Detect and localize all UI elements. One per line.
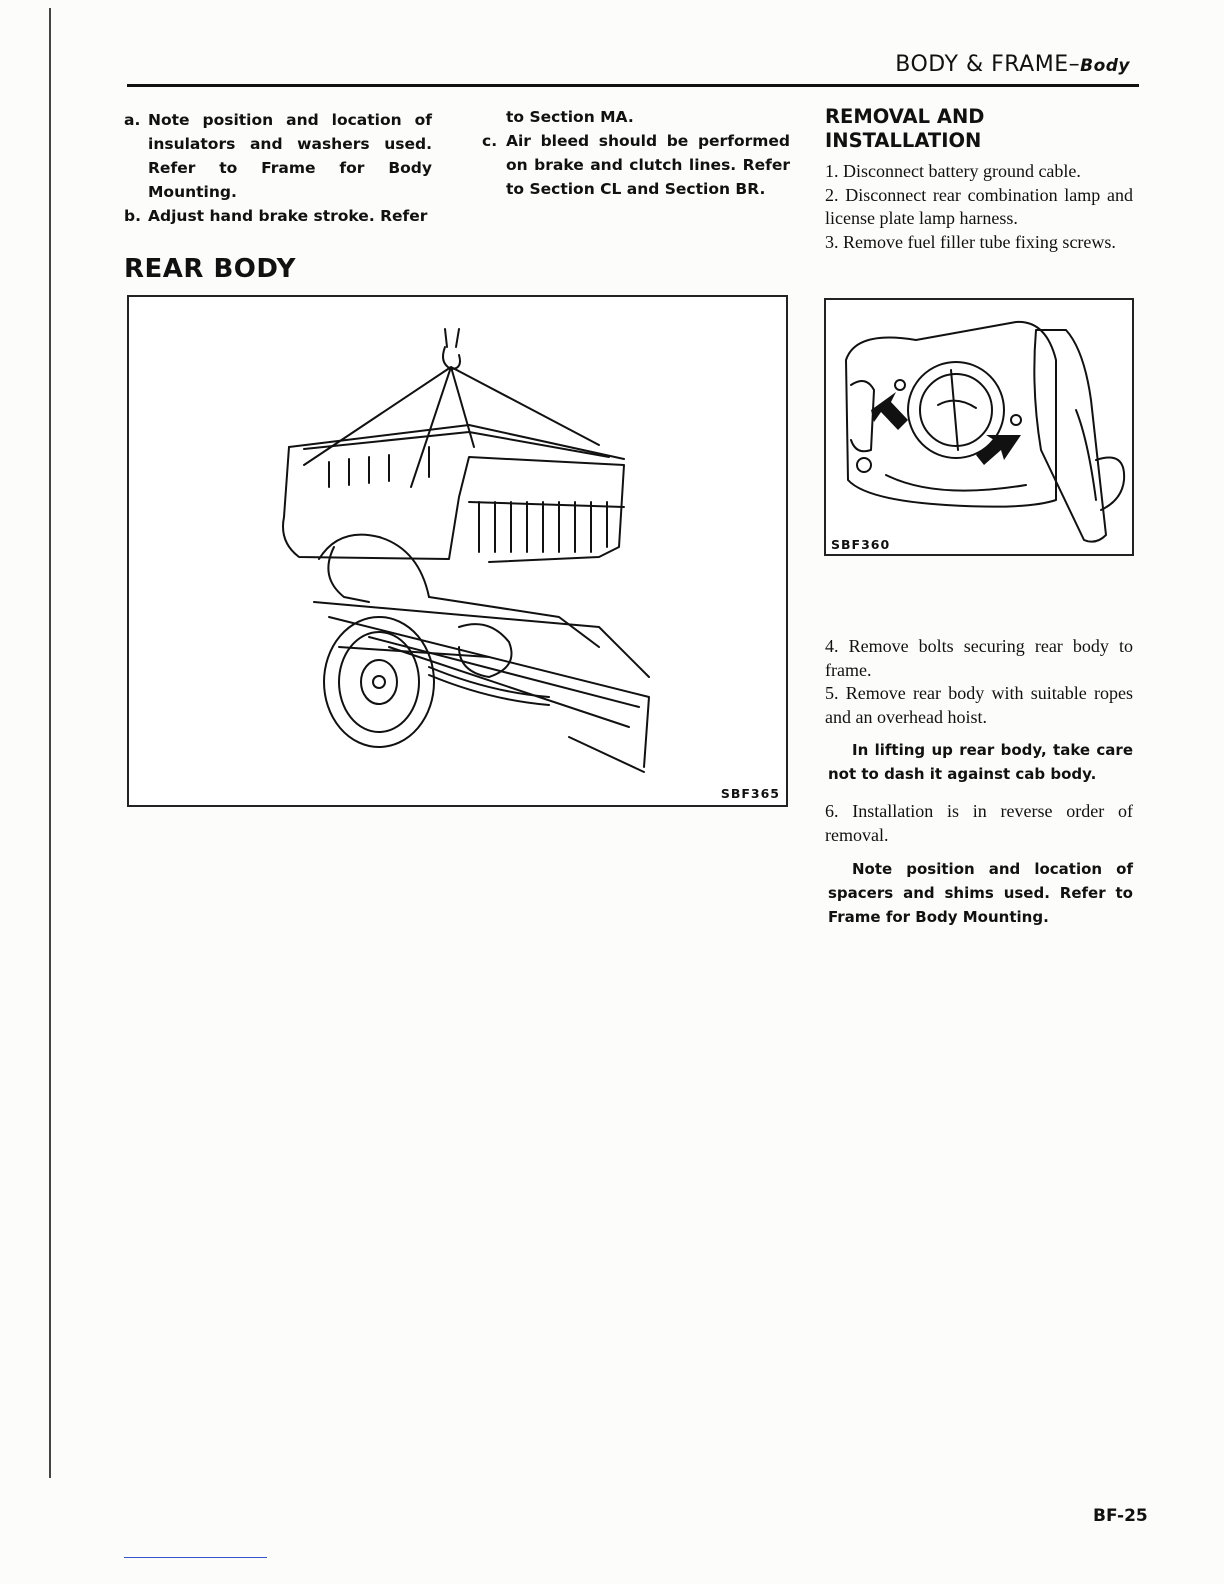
caution-note: In lifting up rear body, take care not to dash it against cab body. bbox=[828, 741, 1133, 783]
step-5: 5. Remove rear body with suitable ropes and an overhead hoist. bbox=[825, 683, 1133, 727]
steps-4-5 bbox=[825, 635, 1133, 729]
note-continuation bbox=[482, 105, 790, 129]
figure-fuel-filler bbox=[824, 298, 1134, 556]
final-note: Note position and location of spacers and shims used. Refer to Frame for Body Mounting. bbox=[828, 860, 1133, 926]
removal-installation-heading: REMOVAL AND INSTALLATION bbox=[825, 105, 985, 152]
figure-rear-body bbox=[127, 295, 788, 807]
note-item-c bbox=[482, 129, 790, 201]
binding-edge-line bbox=[49, 8, 51, 1478]
note-marker: a. bbox=[124, 111, 141, 129]
note-item-b bbox=[124, 204, 432, 228]
header-subtitle: Body bbox=[1080, 56, 1130, 76]
note-text: to Section MA. bbox=[506, 108, 634, 126]
step-2: 2. Disconnect rear combination lamp and license plate lamp harness. bbox=[825, 184, 1133, 228]
step-4: 4. Remove bolts securing rear body to frame. bbox=[825, 636, 1133, 680]
note-text: Air bleed should be performed on brake and clutch lines. Refer to Section CL and Section BR. bbox=[506, 132, 790, 198]
figure-label: SBF365 bbox=[720, 786, 780, 801]
footer-line bbox=[124, 1557, 267, 1558]
figure-label: SBF360 bbox=[831, 537, 891, 552]
note-text: Adjust hand brake stroke. Refer bbox=[148, 207, 428, 225]
note-text: Note position and location of insulators and washers used. Refer to Frame for Body Mounting. bbox=[148, 111, 432, 201]
left-notes bbox=[124, 108, 432, 228]
note-item-a bbox=[124, 108, 432, 204]
mid-notes bbox=[482, 105, 790, 201]
header-rule bbox=[127, 84, 1139, 87]
step-3: 3. Remove fuel filler tube fixing screws. bbox=[825, 231, 1116, 252]
page-header bbox=[895, 52, 1130, 77]
step-6: 6. Installation is in reverse order of removal. bbox=[825, 801, 1133, 845]
page-number: BF-25 bbox=[1093, 1506, 1148, 1526]
header-title: BODY & FRAME– bbox=[895, 52, 1081, 77]
steps-1-3 bbox=[825, 160, 1133, 254]
step-1: 1. Disconnect battery ground cable. bbox=[825, 161, 1081, 181]
note-marker: b. bbox=[124, 207, 141, 225]
fuel-filler-illustration bbox=[826, 300, 1132, 554]
rear-body-hoist-illustration bbox=[129, 297, 786, 805]
section-title: REAR BODY bbox=[124, 254, 296, 284]
note-marker: c. bbox=[482, 132, 498, 150]
